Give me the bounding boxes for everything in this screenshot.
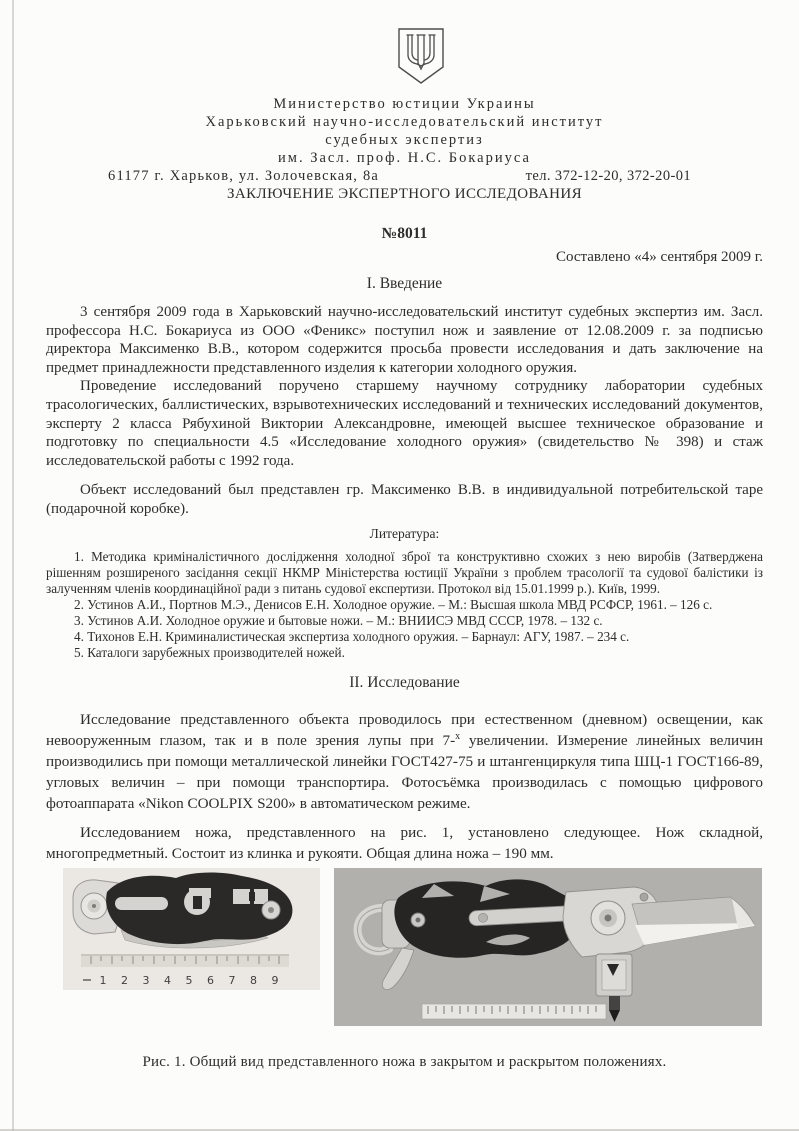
svg-text:8: 8	[250, 973, 257, 987]
letterhead-contact-row	[46, 167, 763, 185]
ukraine-trident-emblem-icon	[396, 27, 446, 85]
letterhead-phone: тел. 372-12-20, 372-20-01	[525, 168, 691, 184]
letterhead-ministry: Министерство юстиции Украины	[273, 96, 536, 112]
ruler-numbers	[100, 974, 279, 987]
section2-p1-text-cont: увеличении. Измерение линейных величин производились при помощи металлической линейки ГОСТ427-75 и штангенциркуля типа ШЦ-1 ГОСТ166-89, угловых величин – при помощи транспортира. Фотосъёмка производилась с помощью цифрового фотоаппарата «Nikon COOLPIX S200» в автоматическом режиме.	[46, 731, 764, 812]
section1-paragraph-3: Объект исследований был представлен гр. Максименко В.В. в индивидуальной потребительской таре (подарочной коробке).	[46, 482, 763, 517]
section1-heading: I. Введение	[366, 275, 443, 292]
section2-paragraph-1	[46, 709, 763, 814]
section1-paragraph-1: 3 сентября 2009 года в Харьковский научно-исследовательский институт судебных экспертиз им. Засл. профессора Н.С. Бокариуса из ООО «Феникс» поступил нож и заявление от 12.08.2009 г. за подписью директора Максименко В.В., котором содержится просьба провести исследования и дать заключение на предмет принадлежности представленного изделия к категории холодного оружия.	[46, 304, 763, 376]
magnification-superscript: х	[455, 730, 461, 742]
section2-paragraph-2: Исследованием ножа, представленного на рис. 1, установлено следующее. Нож складной, многопредметный. Состоит из клинка и рукояти. Общая длина ножа – 190 мм.	[46, 823, 763, 862]
literature-item: 4. Тихонов Е.Н. Криминалистическая экспертиза холодного оружия. – Барнаул: АГУ, 1987. – 234 с.	[74, 628, 630, 644]
letterhead-named-after: им. Засл. проф. Н.С. Бокариуса	[278, 150, 531, 166]
literature-item: 3. Устинов А.И. Холодное оружие и бытовые ножи. – М.: ВНИИСЭ МВД СССР, 1978. – 132 с.	[74, 612, 603, 628]
letterhead-address: 61177 г. Харьков, ул. Золочевская, 8а	[108, 168, 380, 184]
document-number: №8011	[381, 225, 428, 242]
document-title: ЗАКЛЮЧЕНИЕ ЭКСПЕРТНОГО ИССЛЕДОВАНИЯ	[226, 186, 583, 202]
section1-paragraph-2: Проведение исследований поручено старшему научному сотруднику лаборатории судебных трасологических, баллистических, взрывотехнических исследований и технических исследований документов, эксперту 2 класса Рябухиной Виктории Александровне, имеющей высшее техническое образование и подготовку по специальности 4.5 «Исследование холодного оружия» (свидетельство № 398) и стаж исследовательской работы с 1992 года.	[46, 378, 763, 469]
figure-1-caption: Рис. 1. Общий вид представленного ножа в закрытом и раскрытом положениях.	[142, 1053, 667, 1070]
svg-text:2: 2	[121, 973, 128, 987]
svg-text:9: 9	[271, 973, 279, 987]
svg-text:4: 4	[164, 973, 171, 987]
svg-text:3: 3	[142, 973, 150, 987]
figure-1	[63, 868, 763, 1026]
svg-text:5: 5	[185, 973, 193, 987]
scan-edge-artifact-left	[12, 0, 14, 1131]
letterhead-institute-line2: судебных экспертиз	[325, 132, 484, 148]
svg-text:6: 6	[207, 973, 214, 987]
literature-item: 2. Устинов А.И., Портнов М.Э., Денисов Е.Н. Холодное оружие. – М.: Высшая школа МВД РСФСР, 1961. – 126 с.	[74, 596, 713, 612]
literature-item: 1. Методика криміналістичного дослідження холодної зброї та конструктивно схожих з нею виробів (Затверджена рішенням розширеного засідання секції НКМР Міністерства юстиції України з проблем трасології та судової балістики із залученням членів координаційної ради з питань судової експертизи. Протокол від 15.01.1999 р.). Київ, 1999.	[46, 548, 763, 596]
document-content	[46, 0, 763, 1071]
section2-heading: II. Исследование	[349, 673, 460, 691]
literature-item: 5. Каталоги зарубежных производителей ножей.	[74, 644, 345, 660]
emblem-wrap	[62, 27, 779, 85]
section2-p1-text: Исследование представленного объекта проводилось при естественном (дневном) освещении, как невооруженным глазом, так и в поле зрения лупы при 7-	[46, 710, 763, 749]
svg-text:7: 7	[228, 973, 236, 987]
open-knife-photo	[334, 868, 762, 1026]
literature-list	[46, 549, 763, 661]
composed-date: Составлено «4» сентября 2009 г.	[555, 249, 763, 265]
closed-knife-photo	[63, 868, 320, 990]
svg-text:1: 1	[99, 973, 107, 987]
letterhead-institute-line1: Харьковский научно-исследовательский институт	[205, 114, 604, 130]
literature-heading: Литература:	[369, 525, 440, 541]
